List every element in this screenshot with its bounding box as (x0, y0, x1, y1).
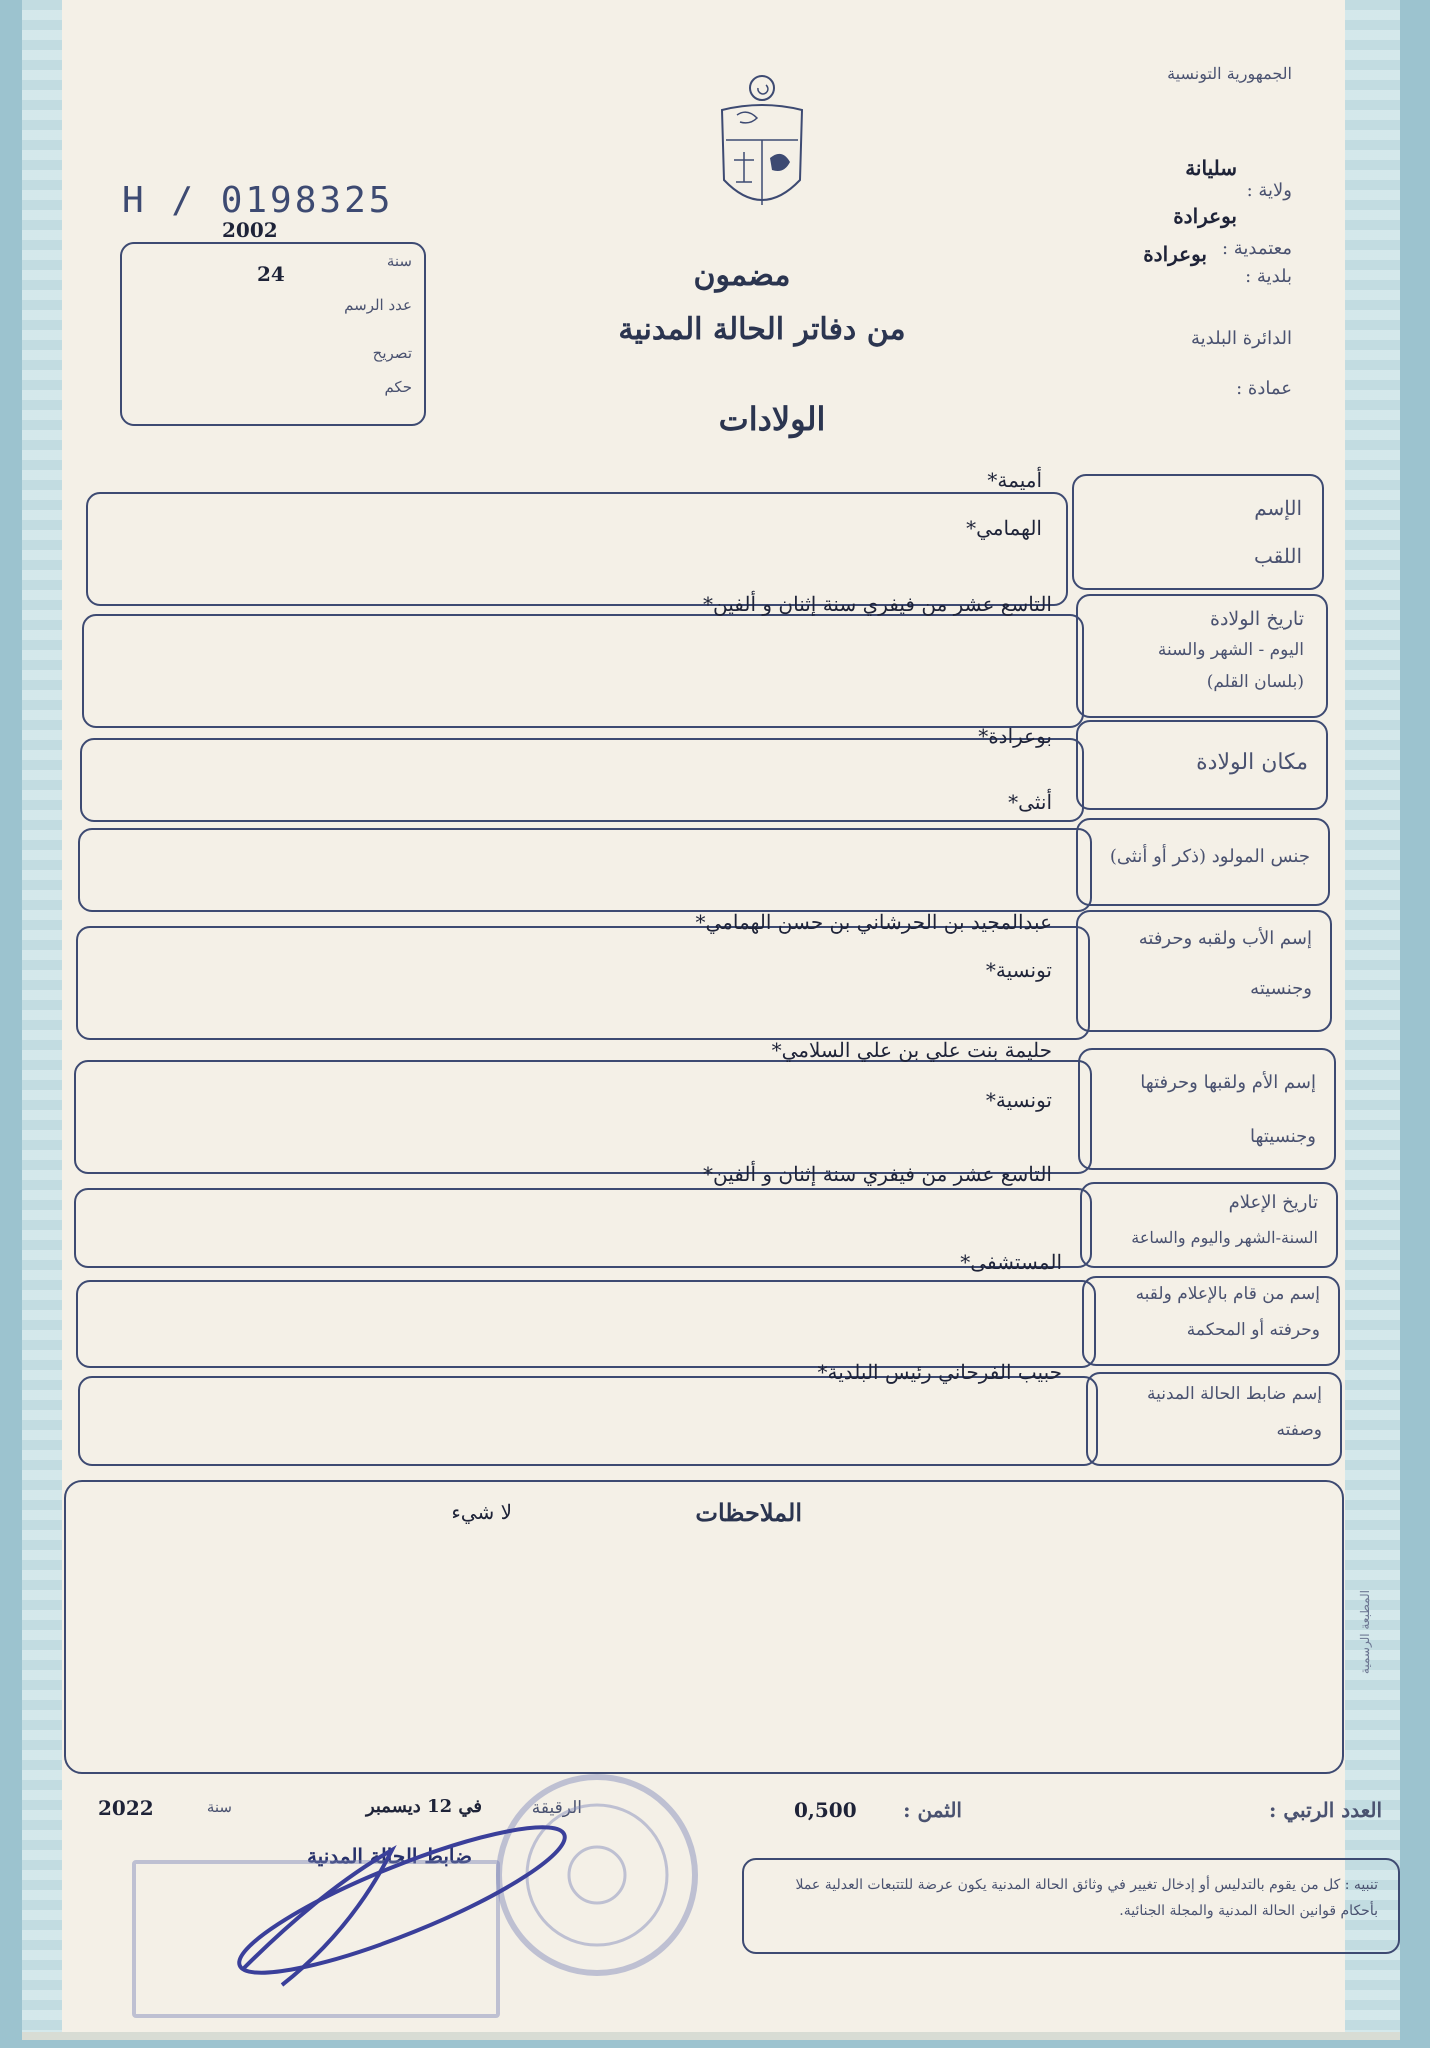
mother-nationality-label: وجنسيتها (1250, 1126, 1316, 1147)
bottom-edge (22, 2032, 1400, 2040)
mother-label: إسم الأم ولقبها وحرفتها (1140, 1072, 1316, 1093)
father-value-box (76, 926, 1090, 1040)
title-civil-registry: من دفاتر الحالة المدنية (618, 312, 906, 347)
district-label: الدائرة البلدية (1190, 328, 1292, 349)
birth-date-sublabel: اليوم - الشهر والسنة (1157, 640, 1304, 660)
officer-signature (202, 1820, 582, 2000)
birth-certificate-document (22, 0, 1400, 2040)
declaration-date-sublabel: السنة-الشهر واليوم والساعة (1131, 1228, 1318, 1247)
register-number-label: عدد الرسم (344, 296, 412, 314)
sex-value-box (78, 828, 1092, 912)
printer-mark: المطبعة الرسمية (1358, 1590, 1372, 1675)
place-label: الرقيقة (531, 1798, 582, 1818)
father-label: إسم الأب ولقبه وحرفته (1138, 928, 1312, 949)
register-year-value: 2002 (222, 218, 278, 242)
mother-nationality-value: تونسية* (985, 1088, 1052, 1112)
mother-value-box (74, 1060, 1092, 1174)
delegation-label: معتمدية : (1221, 238, 1292, 259)
mother-label-box (1078, 1048, 1336, 1170)
officer-signature-title: ضابط الحالة المدنية (306, 1844, 472, 1868)
declaration-date-label: تاريخ الإعلام (1228, 1192, 1318, 1213)
municipality-label: بلدية : (1245, 266, 1292, 287)
wilaya-label: ولاية : (1246, 180, 1292, 201)
register-declaration-label: تصريح (372, 344, 412, 362)
father-nationality-label: وجنسيته (1250, 978, 1312, 999)
remarks-value: لا شيء (451, 1500, 512, 1524)
birth-date-written-label: (بلسان القلم) (1206, 672, 1304, 692)
issue-year-label: سنة (206, 1798, 232, 1816)
issue-date-value: في 12 ديسمبر (365, 1796, 482, 1817)
officer-value: حبيب الفرحاني رئيس البلدية* (817, 1360, 1062, 1384)
title-extract: مضمون (693, 258, 791, 293)
delegation-value-top: بوعرادة (1173, 204, 1237, 228)
officer-label: إسم ضابط الحالة المدنية (1147, 1384, 1322, 1404)
birth-place-value: بوعرادة* (978, 724, 1052, 748)
omda-label: عمادة : (1236, 378, 1292, 399)
price-label: الثمن : (903, 1798, 962, 1822)
left-decorative-border (22, 0, 62, 2040)
declarant-value: المستشفى* (960, 1250, 1062, 1274)
tunisia-coat-of-arms-icon (712, 70, 812, 220)
father-nationality-value: تونسية* (985, 958, 1052, 982)
declaration-date-value: التاسع عشر من فيفري سنة إثنان و ألفين* (703, 1162, 1052, 1186)
officer-sublabel: وصفته (1276, 1420, 1322, 1440)
father-name-value: عبدالمجيد بن الحرشاني بن حسن الهمامي* (695, 910, 1052, 934)
last-name-value: الهمامي* (966, 516, 1042, 540)
serial-number: H / 0198325 (122, 180, 394, 221)
price-value: 0,500 (794, 1798, 857, 1822)
sex-value: أنثى* (1008, 790, 1052, 814)
last-name-label: اللقب (1253, 544, 1302, 568)
declarant-sublabel: وحرفته أو المحكمة (1186, 1320, 1320, 1340)
wilaya-value: سليانة (1185, 156, 1237, 180)
first-name-value: أميمة* (987, 468, 1042, 492)
birth-date-value: التاسع عشر من فيفري سنة إثنان و ألفين* (703, 592, 1052, 616)
order-number-label: العدد الرتبي : (1269, 1798, 1382, 1822)
birth-place-label: مكان الولادة (1196, 750, 1308, 775)
birth-date-label: تاريخ الولادة (1210, 608, 1304, 630)
sex-label: جنس المولود (ذكر أو أنثى) (1109, 846, 1310, 867)
republic-label: الجمهورية التونسية (1167, 64, 1292, 83)
register-number-value: 24 (257, 262, 285, 286)
first-name-label: الإسم (1254, 496, 1302, 520)
declarant-value-box (76, 1280, 1096, 1368)
declarant-label: إسم من قام بالإعلام ولقبه (1135, 1284, 1320, 1304)
birth-date-value-box (82, 614, 1084, 728)
register-judgment-label: حكم (384, 378, 412, 396)
mother-name-value: حليمة بنت علي بن علي السلامي* (771, 1038, 1052, 1062)
name-label-box (1072, 474, 1324, 590)
register-year-label: سنة (386, 252, 412, 270)
officer-value-box (78, 1376, 1098, 1466)
name-value-box (86, 492, 1068, 606)
municipality-value: بوعرادة (1143, 242, 1207, 266)
title-births: الولادات (718, 400, 826, 438)
issue-year-value: 2022 (98, 1796, 154, 1820)
notice-text: تنبيه : كل من يقوم بالتدليس أو إدخال تغيير في وثائق الحالة المدنية يكون عرضة للتتبعات العدلية عملا بأحكام قوانين الحالة المدنية والمجلة الجنائية. (795, 1877, 1378, 1919)
remarks-label: الملاحظات (695, 1498, 802, 1527)
